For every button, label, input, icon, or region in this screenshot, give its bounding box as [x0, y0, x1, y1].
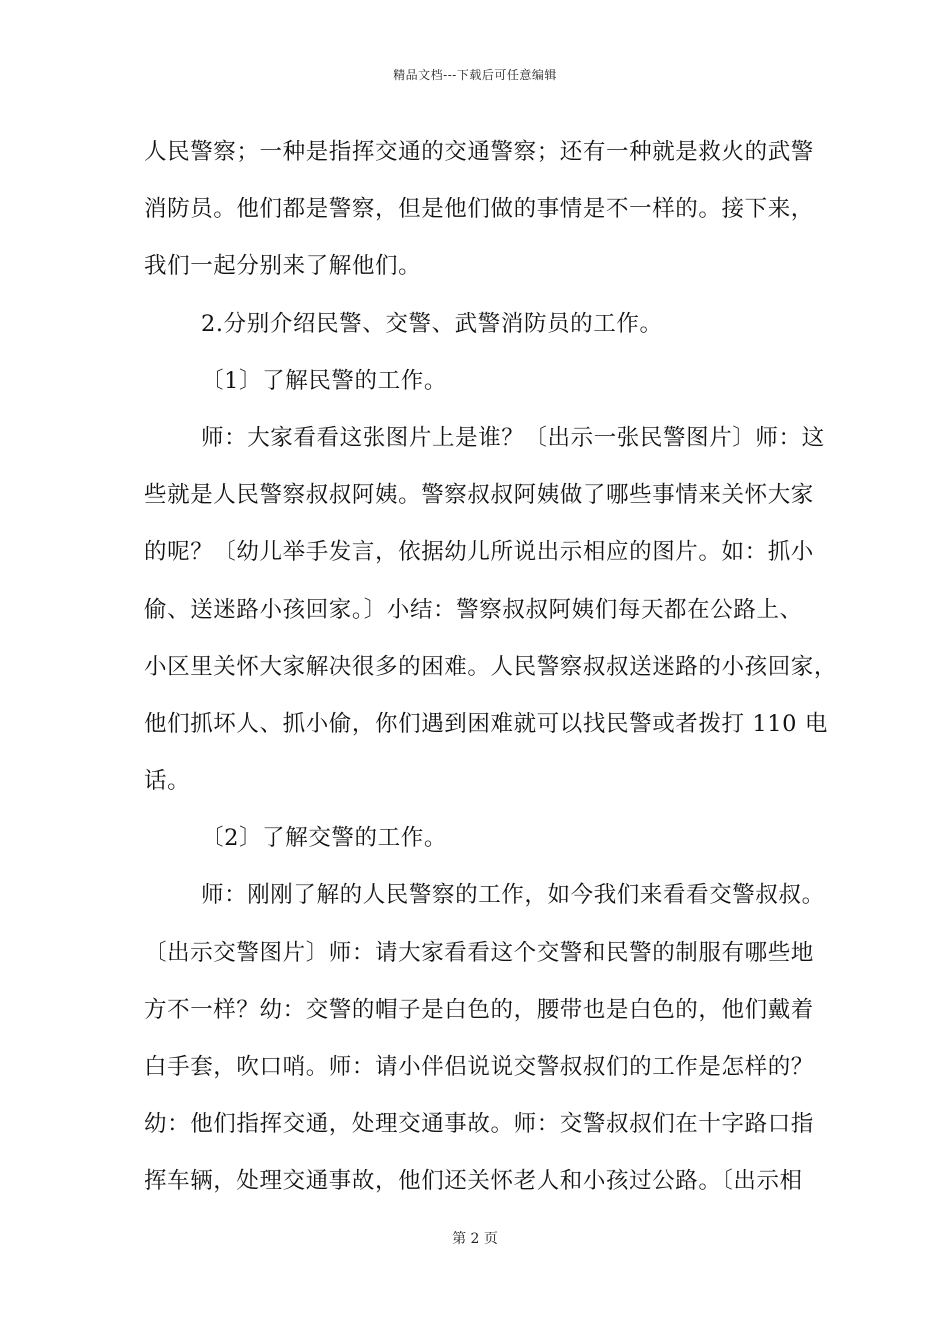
text-line: 2.分别介绍民警、交警、武警消防员的工作。	[201, 310, 663, 337]
text-line: 人民警察；一种是指挥交通的交通警察；还有一种就是救火的武警	[144, 139, 814, 165]
page-header: 精品文档---下载后可任意编辑	[393, 68, 557, 82]
text-line: 师：大家看看这张图片上是谁？〔出示一张民警图片〕师：这	[201, 424, 825, 451]
text-line: 小区里关怀大家解决很多的困难。人民警察叔叔送迷路的小孩回家，	[144, 653, 838, 680]
text-line: 的呢？〔幼儿举手发言，依据幼儿所说出示相应的图片。如：抓小	[144, 539, 814, 566]
text-line: 师：刚刚了解的人民警察的工作，如今我们来看看交警叔叔。	[201, 882, 825, 909]
text-line: 消防员。他们都是警察，但是他们做的事情是不一样的。接下来，	[144, 196, 814, 223]
text-line: 他们抓坏人、抓小偷，你们遇到困难就可以找民警或者拨打 110 电	[144, 710, 828, 737]
text-line: 〔1〕了解民警的工作。	[201, 367, 447, 394]
text-line: 幼：他们指挥交通，处理交通事故。师：交警叔叔们在十字路口指	[144, 1111, 814, 1138]
text-line: 我们一起分别来了解他们。	[144, 253, 422, 280]
page-number: 第 2 页	[452, 1231, 498, 1247]
text-line: 些就是人民警察叔叔阿姨。警察叔叔阿姨做了哪些事情来关怀大家	[144, 482, 814, 509]
document-body	[144, 128, 838, 1215]
text-line: 〔出示交警图片〕师：请大家看看这个交警和民警的制服有哪些地	[144, 939, 814, 966]
text-line: 挥车辆，处理交通事故，他们还关怀老人和小孩过公路。〔出示相	[144, 1168, 803, 1195]
text-line: 白手套，吹口哨。师：请小伴侣说说交警叔叔们的工作是怎样的？	[144, 1054, 814, 1080]
text-line: 话。	[144, 768, 191, 795]
text-line: 〔2〕了解交警的工作。	[201, 825, 447, 852]
text-line: 方不一样？幼：交警的帽子是白色的，腰带也是白色的，他们戴着	[144, 996, 814, 1023]
text-line: 偷、送迷路小孩回家。〕小结：警察叔叔阿姨们每天都在公路上、	[144, 596, 803, 623]
